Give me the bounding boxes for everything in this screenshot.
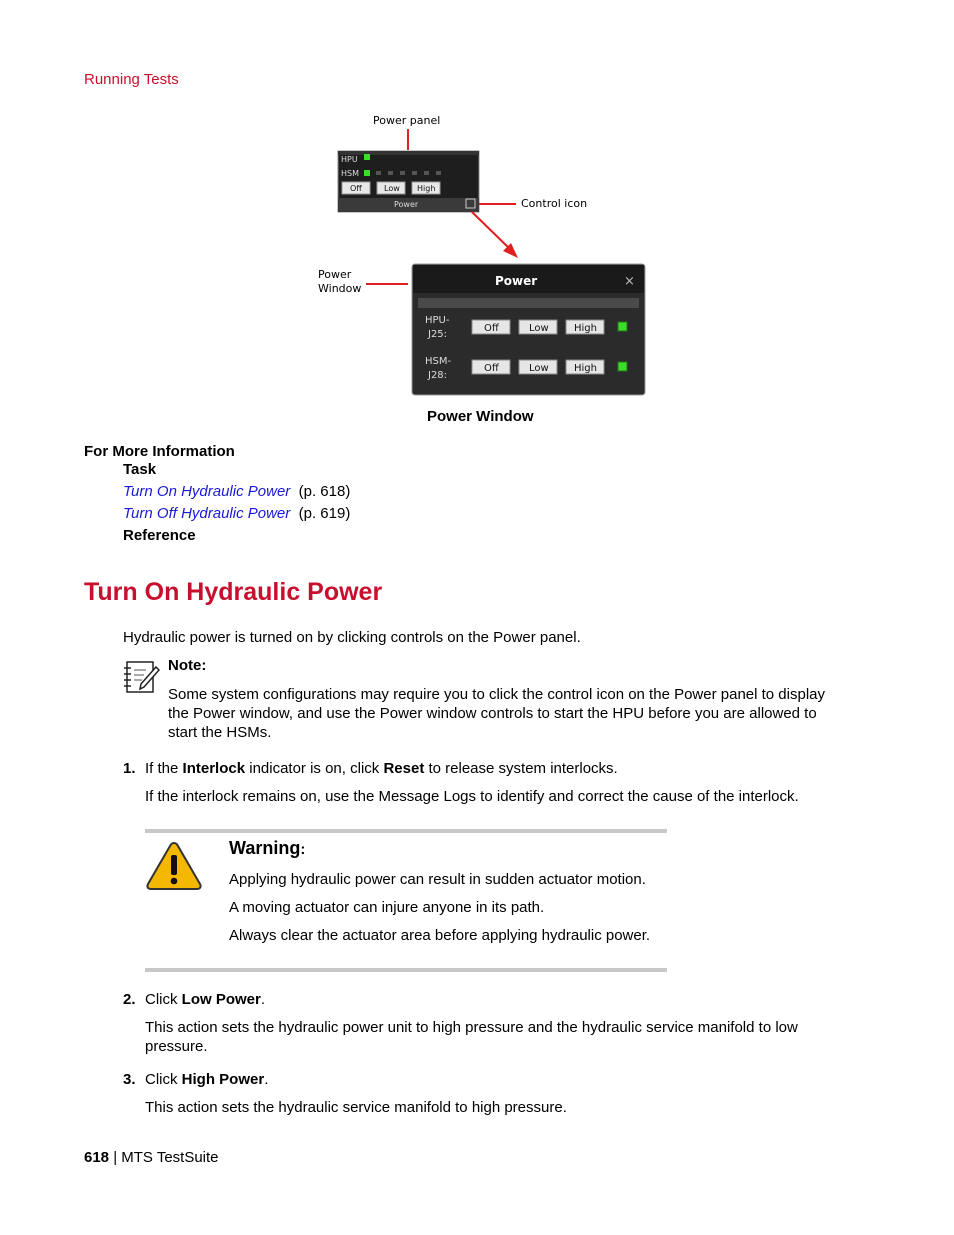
panel-low-button[interactable] (377, 182, 405, 194)
link-page-ref: (p. 618) (298, 483, 351, 500)
window-hpu-high-button[interactable] (566, 320, 604, 334)
task-link-row (123, 505, 350, 522)
window-hsm-off-button[interactable] (472, 360, 510, 374)
note-line: Some system configurations may require you to click the control icon on the Power panel to display (168, 686, 825, 703)
high-power-term: High Power (181, 1071, 265, 1088)
intro-paragraph: Hydraulic power is turned on by clicking controls on the Power panel. (123, 629, 581, 646)
window-close-icon[interactable]: × (624, 274, 635, 289)
step-number: 3. (123, 1071, 136, 1088)
window-title: Power (495, 274, 538, 288)
panel-hsm-label: HSM (341, 169, 359, 178)
warning-top-rule (145, 829, 667, 833)
turn-on-hydraulic-link[interactable]: Turn On Hydraulic Power (123, 483, 291, 500)
step-2-text: Click Low Power. (145, 991, 266, 1008)
window-hsm-low-button[interactable] (519, 360, 557, 374)
more-info-heading: For More Information (84, 443, 235, 460)
window-hpu-led (618, 322, 627, 331)
svg-text:Low: Low (384, 184, 400, 193)
window-hsm-led (618, 362, 627, 371)
section-title: Turn On Hydraulic Power (84, 578, 383, 606)
warning-line-1: Applying hydraulic power can result in sudden actuator motion. (229, 871, 646, 888)
page-number: 618 (84, 1149, 110, 1166)
product-name: MTS TestSuite (121, 1149, 219, 1166)
step-1-detail: If the interlock remains on, use the Message Logs to identify and correct the cause of the interlock. (145, 788, 799, 805)
step-3 (123, 1070, 136, 1089)
power-window-label-1: Power (318, 268, 352, 281)
reference-heading: Reference (123, 527, 196, 544)
warning-icon (145, 840, 203, 892)
step-2-detail: This action sets the hydraulic power unit to high pressure and the hydraulic service manifold to low pressure. (145, 1019, 798, 1055)
window-row2-label-1: HSM- (425, 356, 452, 367)
svg-text:High: High (574, 323, 597, 334)
note-body (168, 685, 858, 742)
turn-off-hydraulic-link[interactable]: Turn Off Hydraulic Power (123, 505, 291, 522)
reset-term: Reset (383, 760, 425, 777)
svg-text:High: High (574, 363, 597, 374)
step-number: 1. (123, 760, 136, 777)
warning-line-2: A moving actuator can injure anyone in its path. (229, 899, 545, 916)
panel-high-button[interactable] (412, 182, 440, 194)
window-row1-label-1: HPU- (425, 315, 450, 326)
note-title: Note: (168, 657, 207, 674)
step-1 (123, 759, 136, 778)
task-heading: Task (123, 461, 157, 478)
panel-hpu-led (364, 154, 370, 160)
interlock-term: Interlock (182, 760, 246, 777)
window-hpu-low-button[interactable] (519, 320, 557, 334)
svg-text:High: High (417, 184, 436, 193)
window-row2-label-2: J28: (428, 370, 448, 381)
step-2 (123, 990, 136, 1009)
step-number: 2. (123, 991, 136, 1008)
warning-bottom-rule (145, 968, 667, 972)
warning-line-3: Always clear the actuator area before applying hydraulic power. (229, 927, 651, 944)
svg-text:Low: Low (529, 323, 549, 334)
panel-off-button[interactable] (342, 182, 370, 194)
panel-hpu-label: HPU (341, 155, 358, 164)
window-hpu-off-button[interactable] (472, 320, 510, 334)
svg-text:Off: Off (484, 323, 499, 334)
window-hsm-high-button[interactable] (566, 360, 604, 374)
power-figure (300, 108, 660, 403)
note-line: the Power window, and use the Power window controls to start the HPU before you are allowed to (168, 705, 817, 722)
page-footer: 618 | MTS TestSuite (84, 1149, 219, 1166)
window-row1-label-2: J25: (428, 329, 448, 340)
svg-text:Off: Off (350, 184, 362, 193)
control-icon-label: Control icon (521, 197, 588, 210)
warning-title: Warning: (229, 838, 306, 858)
step-3-detail: This action sets the hydraulic service manifold to high pressure. (145, 1099, 567, 1116)
panel-title: Power (394, 200, 419, 209)
low-power-term: Low Power (181, 991, 261, 1008)
link-page-ref: (p. 619) (298, 505, 351, 522)
figure-caption: Power Window (427, 408, 534, 425)
panel-hsm-led (364, 170, 370, 176)
svg-text:Low: Low (529, 363, 549, 374)
note-icon (122, 659, 160, 695)
note-line: start the HSMs. (168, 724, 272, 741)
power-panel-label: Power panel (373, 114, 441, 127)
svg-text:Off: Off (484, 363, 499, 374)
task-link-row (123, 483, 350, 500)
power-window-label-2: Window (318, 282, 362, 295)
step-3-text: Click High Power. (145, 1071, 269, 1088)
running-header: Running Tests (84, 71, 179, 88)
power-window (412, 264, 645, 395)
power-panel (338, 151, 479, 212)
step-1-text: If the Interlock indicator is on, click Reset to release system interlocks. (145, 760, 618, 777)
